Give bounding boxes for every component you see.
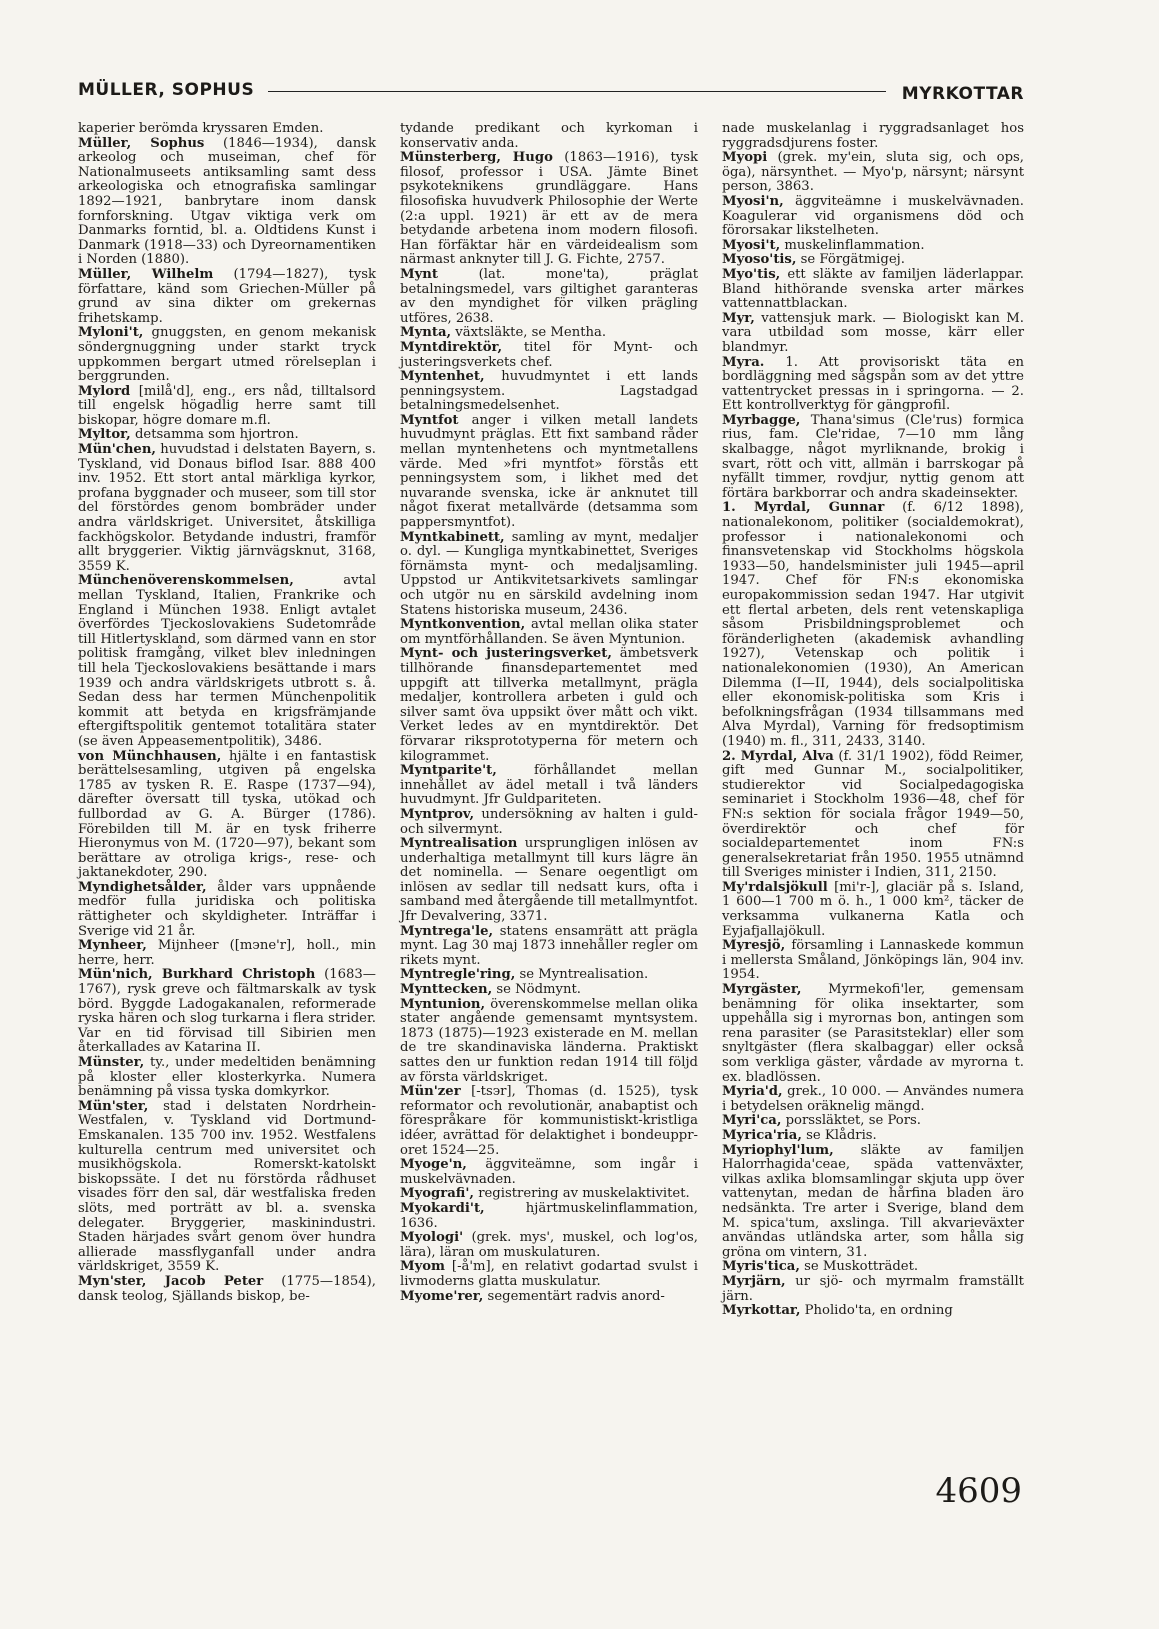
entry-headword: Myriophyl'lum, <box>722 1142 834 1158</box>
dictionary-entry <box>400 925 698 969</box>
entry-headword: Myntrealisation <box>400 836 518 852</box>
entry-text: huvudstad i delstaten Bayern, s. Tyskland, vid Donaus biflod Isar. 888 400 inv. 1952. Ett stort antal märkliga kyrkor, profana byggnader och museer, som till stor del förstördes genom bombräder under andra världskriget. Universitet, åtskilliga fackhögskolor. Betydande industri, framför allt bryggerier. Viktig järnvägsknut, 3168, 3559 K. <box>78 442 376 574</box>
entry-headword: Myresjö, <box>722 938 786 954</box>
dictionary-entry <box>400 531 698 619</box>
entry-text: muskelinflammation. <box>780 237 925 253</box>
entry-text: (1846—1934), dansk arkeolog och museiman, chef för Nationalmuseets antiksamling samt dess arkeologiska och etnografiska samlingar 1892—1921, banbrytare inom dansk fornforskning. Utgav viktiga verk om Danmarks forntid, bl. a. Oldtidens Kunst i Danmark (1918—33) och Dyreornamentiken i Norden (1880). <box>78 135 376 268</box>
entry-text: ämbetsverk tillhörande finansdepartementet med uppgift att tillverka metallmynt, prägla medaljer, kontrollera arbeten i guld och silver samt öva uppsikt över mått och vikt. Verket ledes av en myntdirektör. Det förvarar riksprototyperna för metern och kilogrammet. <box>400 646 698 764</box>
entry-headword: Myosi'n, <box>722 193 784 209</box>
entry-headword: Myndighetsålder, <box>78 879 207 895</box>
dictionary-entry <box>78 1056 376 1100</box>
entry-text: 1. Att provisoriskt täta en bordläggning med sågspån som av det yttre vattentrycket pressas in i springorna. — 2. Ett kontrollverktyg för gängprofil. <box>722 354 1024 414</box>
dictionary-entry <box>78 385 376 429</box>
dictionary-entry <box>722 312 1024 356</box>
entry-headword: Myoso'tis, <box>722 252 797 268</box>
entry-headword: Myo'tis, <box>722 266 781 282</box>
entry-text: vattensjuk mark. — Biologiskt kan M. vara utbildad som mosse, kärr eller blandmyr. <box>722 310 1024 355</box>
entry-text: (f. 6/12 1898), nationalekonom, politiker (socialdemokrat), professor i nationalekonomi och finansvetenskap vid Stockholms högskola 1933—50, handelsminister juli 1945—april 1947. Chef för FN:s ekonomiska europakommission sedan 1947. Har utgivit ett flertal arbeten, dels rent vetenskapliga såsom Prisbildningsproblemet och föränderligheten (akademisk avhandling 1927), Vetenskap och politik i nationalekonomien (1930), An American Dilemma (I—II, 1944), dels socialpolitiska eller ekonomisk-politiska som Kris i befolkningsfrågan (1934 tillsammans med Alva Myrdal), Varning för fredsoptimism (1940) m. fl., 311, 2433, 3140. <box>722 500 1024 749</box>
entry-text: ursprungligen inlösen av underhaltiga metallmynt till kurs lägre än det nominella. — Senare oegentligt om inlösen av sedlar till nedsatt kurs, ofta i samband med återgående till metallmyntfot. Jfr Devalvering, 3371. <box>400 836 698 925</box>
entry-text: tydande predikant och kyrkoman i konservativ anda. <box>400 121 698 151</box>
entry-headword: 2. Myrdal, Alva <box>722 748 834 764</box>
running-head-right: MYRKOTTAR <box>901 84 1024 104</box>
dictionary-entry <box>78 1100 376 1275</box>
dictionary-entry <box>400 1260 698 1289</box>
entry-text: grek., 10 000. — Användes numera i betydelsen oräknelig mängd. <box>722 1084 1024 1114</box>
entry-text: detsamma som hjortron. <box>130 427 299 443</box>
dictionary-entry <box>400 151 698 268</box>
entry-headword: Mynheer, <box>78 938 147 954</box>
entry-headword: Myntregle'ring, <box>400 967 516 983</box>
dictionary-entry <box>722 1275 1024 1304</box>
entry-headword: Myokardi't, <box>400 1200 485 1216</box>
entry-text: överenskommelse mellan olika stater angående gemensamt myntsystem. 1873 (1875)—1923 existerade en M. mellan de tre skandinaviska länderna. Praktiskt sattes den ur funktion redan 1914 till följd av första världskriget. <box>400 996 698 1085</box>
dictionary-entry <box>78 881 376 939</box>
entry-text: (f. 31/1 1902), född Reimer, gift med Gunnar M., socialpolitiker, studierektor vid Socialpedagogiska seminariet i Stockholm 1936—48, chef för FN:s sektion för sociala frågor 1949—50, överdirektör och chef för socialdepartementet inom FN:s generalsekretariat från 1950. 1955 utnämnd till Sveriges minister i Indien, 311, 2150. <box>722 748 1024 881</box>
entry-headword: Münsterberg, Hugo <box>400 150 553 166</box>
entry-text: växtsläkte, se Mentha. <box>451 325 607 341</box>
entry-headword: Myoge'n, <box>400 1157 467 1173</box>
entry-headword: Myltor, <box>78 427 131 443</box>
entry-text: [-tsэr], Thomas (d. 1525), tysk reformator och revolutionär, anabaptist och förespråkare för kommunistiskt-kristliga idéer, avrättad för delaktighet i bondeupproret 1524—25. <box>400 1084 698 1158</box>
entry-headword: 1. Myrdal, Gunnar <box>722 500 885 516</box>
dictionary-entry <box>400 1187 698 1202</box>
entry-text: registrering av muskelaktivitet. <box>474 1186 690 1202</box>
dictionary-entry <box>400 837 698 925</box>
dictionary-entry <box>78 443 376 574</box>
entry-headword: Myntdirektör, <box>400 339 503 355</box>
dictionary-entry <box>78 326 376 384</box>
entry-text: (1775—1854), dansk teolog, Själlands biskop, be- <box>78 1273 376 1304</box>
dictionary-entry <box>400 370 698 414</box>
entry-text: titel för Mynt- och justeringsverkets chef. <box>400 339 698 370</box>
dictionary-entry <box>722 1114 1024 1129</box>
entry-headword: Myrgäster, <box>722 982 802 998</box>
entry-headword: Müller, Sophus <box>78 135 205 151</box>
dictionary-entry <box>400 414 698 531</box>
dictionary-entry <box>400 808 698 837</box>
entry-headword: Mynt <box>400 266 438 282</box>
entry-text: (1794—1827), tysk författare, känd som Griechen-Müller på grund av sina dikter om grekernas frihetskamp. <box>78 266 376 326</box>
entry-headword: Müller, Wilhelm <box>78 266 214 282</box>
entry-headword: Myntprov, <box>400 806 475 822</box>
entry-headword: Myrbagge, <box>722 412 801 428</box>
entry-text: avtal mellan olika stater om myntförhållanden. Se även Myntunion. <box>400 617 698 647</box>
entry-text: segementärt radvis anord- <box>483 1288 665 1304</box>
dictionary-entry <box>722 253 1024 268</box>
entry-text: Thana'simus (Cle'rus) formica rius, fam. Cle'ridae, 7—10 mm lång skalbagge, något myrliknande, brokig i svart, rött och vitt, allmän i barrskogar på nyfällt timmer, rovdjur, nyttig genom att förtära barkborrar och andra skadeinsekter. <box>722 412 1024 501</box>
entry-text: se Nödmynt. <box>492 982 581 998</box>
entry-headword: Myr, <box>722 310 755 326</box>
entry-text: huvudmyntet i ett lands penningsystem. Lagstadgad betalningsmedelsenhet. <box>400 369 698 414</box>
entry-headword: Myloni't, <box>78 325 144 341</box>
entry-headword: Myom <box>400 1259 446 1275</box>
entry-headword: Myra. <box>722 354 765 370</box>
entry-text: Pholido'ta, en ordning <box>800 1303 953 1319</box>
entry-headword: Myntenhet, <box>400 369 485 385</box>
entry-text: (1683—1767), rysk greve och fältmarskalk av tysk börd. Byggde Ladogakanalen, reformerade ryska hären och slog turkarna i flera strider. Var en tid förvisad till Sibirien men återkallades av Katarina II. <box>78 967 376 1056</box>
entry-text: porssläktet, se Pors. <box>781 1113 921 1129</box>
entry-text: ålder vars uppnående medför fulla juridiska och politiska rättigheter och skyldigheter. Inträffar i Sverige vid 21 år. <box>78 879 376 939</box>
entry-text: släkte av familjen Halorrhagida'ceae, späda vattenväxter, vilkas axlika blomsamlingar skjuta upp över vattenytan, medan de hårfina bladen äro nedsänkta. Tre arter i Sverige, bland dem M. spica'tum, axslinga. Till akvarieväxter användas utländska arter, som hålla sig gröna om vintern, 31. <box>722 1142 1024 1260</box>
entry-headword: Mün'nich, Burkhard Christoph <box>78 967 316 983</box>
entry-text: avtal mellan Tyskland, Italien, Frankrike och England i München 1938. Enligt avtalet överfördes Tjeckoslovakiens Sudetområde till Hitlertyskland, som därmed vann en stor politisk framgång, vilket blev inledningen till hela Tjeckoslovakiens besättande i mars 1939 och andra världskrigets utbrott s. å. Sedan dess har termen Münchenpolitik kommit att betyda en krigsfrämjande eftergiftspolitik gentemot totalitära stater (se även Appeasementpolitik), 3486. <box>78 573 376 749</box>
entry-headword: Myrjärn, <box>722 1273 786 1289</box>
entry-text: Mijnheer ([mэne'r], holl., min herre, herr. <box>78 938 376 968</box>
column-2 <box>400 122 698 1304</box>
dictionary-entry <box>400 326 698 341</box>
entry-headword: Mylord <box>78 383 131 399</box>
dictionary-entry <box>78 268 376 326</box>
dictionary-entry <box>722 1129 1024 1144</box>
entry-text: kaperier berömda kryssaren Emden. <box>78 121 324 136</box>
column-1 <box>78 122 376 1304</box>
entry-headword: Myntkonvention, <box>400 617 526 633</box>
dictionary-entry <box>78 939 376 968</box>
entry-headword: Myologi' <box>400 1230 464 1246</box>
entry-headword: Myri'ca, <box>722 1113 782 1129</box>
entry-headword: Mün'chen, <box>78 442 156 458</box>
entry-headword: Mynttecken, <box>400 982 493 998</box>
entry-headword: Münchenöverenskommelsen, <box>78 573 294 589</box>
dictionary-entry <box>722 1144 1024 1261</box>
dictionary-entry <box>78 1275 376 1304</box>
entry-headword: Mynta, <box>400 325 452 341</box>
dictionary-entry <box>722 268 1024 312</box>
entry-headword: Myntrega'le, <box>400 923 494 939</box>
entry-text: hjärtmuskelinflammation, 1636. <box>400 1200 698 1231</box>
entry-headword: Myrkottar, <box>722 1303 801 1319</box>
entry-headword: Myografi', <box>400 1186 474 1202</box>
entry-text: äggviteämne i muskelvävnaden. Koagulerar vid organismens död och förorsakar likstelheten. <box>722 193 1024 239</box>
entry-headword: My'rdalsjökull <box>722 879 828 895</box>
entry-headword: Mün'zer <box>400 1084 461 1100</box>
entry-text: förhållandet mellan innehållet av ädel metall i två länders huvudmynt. Jfr Guldpariteten. <box>400 763 698 808</box>
dictionary-entry <box>400 268 698 326</box>
dictionary-entry <box>78 750 376 881</box>
dictionary-entry <box>78 968 376 1056</box>
dictionary-entry <box>400 341 698 370</box>
entry-text: gnuggsten, en genom mekanisk söndergnuggning under starkt tryck uppkommen bergart utmed rörelseplan i berggrunden. <box>78 325 376 385</box>
entry-text: (grek. my'ein, sluta sig, och ops, öga), närsynthet. — Myo'p, närsynt; närsynt person, 3863. <box>722 150 1024 195</box>
entry-text: se Myntrealisation. <box>515 967 649 983</box>
entry-headword: Myopi <box>722 150 768 166</box>
entry-text: se Förgätmigej. <box>796 252 905 268</box>
dictionary-entry <box>400 1158 698 1187</box>
entry-text: Myrmekofi'ler, gemensam benämning för olika insektarter, som uppehålla sig i myrornas bon, antingen som rena parasiter (se Parasitsteklar) eller som snyltgäster (flera skalbaggar) eller också som verkliga gäster, vårdade av myrorna t. ex. bladlössen. <box>722 982 1024 1085</box>
dictionary-entry <box>400 998 698 1086</box>
dictionary-entry <box>78 137 376 268</box>
entry-text: församling i Lannaskede kommun i mellersta Småland, Jönköpings län, 904 inv. 1954. <box>722 938 1024 983</box>
entry-headword: Myris'tica, <box>722 1259 800 1275</box>
entry-text: [mi'r-], glaciär på s. Island, 1 600—1 700 m ö. h., 1 000 km², täcker de verksamma vulkanerna Katla och Eyjafjallajökull. <box>722 879 1024 939</box>
dictionary-entry <box>78 122 376 137</box>
entry-text: (grek. mys', muskel, och log'os, lära), läran om muskulaturen. <box>400 1230 698 1260</box>
dictionary-entry <box>722 122 1024 151</box>
entry-text: se Muskotträdet. <box>799 1259 919 1275</box>
entry-text: hjälte i en fantastisk berättelsesamling, utgiven på engelska 1785 av tysken R. E. Raspe (1737—94), därefter översatt till tyska, utökad och fullbordad av G. A. Bürger (1786). Förebilden till M. är en tysk friherre Hieronymus von M. (1720—97), bekant som berättare av otroliga krigs-, rese- och jaktanekdoter, 290. <box>78 748 376 881</box>
dictionary-entry <box>400 968 698 983</box>
dictionary-entry <box>722 750 1024 881</box>
dictionary-entry <box>78 574 376 749</box>
dictionary-entry <box>722 356 1024 414</box>
dictionary-entry <box>78 428 376 443</box>
entry-text: [-å'm], en relativt godartad svulst i livmoderns glatta muskulatur. <box>400 1259 698 1289</box>
entry-headword: Myntfot <box>400 412 459 428</box>
entry-text: nade muskelanlag i ryggradsanlaget hos ryggradsdjurens foster. <box>722 121 1024 151</box>
entry-text: undersökning av halten i guld- och silvermynt. <box>400 806 698 837</box>
dictionary-entry <box>722 239 1024 254</box>
entry-headword: Myn'ster, Jacob Peter <box>78 1273 264 1289</box>
entry-text: samling av mynt, medaljer o. dyl. — Kungliga myntkabinettet, Sveriges förnämsta mynt- och medaljsamling. Uppstod ur Antikvitetsarkivets samlingar och utgör nu en särskild avdelning inom Statens historiska museum, 2436. <box>400 529 698 618</box>
dictionary-entry <box>400 983 698 998</box>
entry-text: stad i delstaten Nordrhein-Westfalen, v. Tyskland vid Dortmund-Emskanalen. 135 700 inv. 1952. Westfalens kulturella centrum med universitet och musikhögskola. Romerskt-katolskt biskopssäte. I det nu förstörda rådhuset visades förr den sal, där westfaliska freden slöts, med porträtt av bl. a. svenska delegater. Bryggerier, maskinindustri. Staden härjades svårt genom över hundra allierade massflyganfall under andra världskriget, 3559 K. <box>78 1098 376 1275</box>
dictionary-entry <box>400 764 698 808</box>
dictionary-entry <box>400 618 698 647</box>
dictionary-entry <box>400 122 698 151</box>
dictionary-entry <box>722 1304 1024 1319</box>
entry-headword: Myntparite't, <box>400 763 497 779</box>
entry-headword: Mynt- och justeringsverket, <box>400 646 612 662</box>
entry-text: anger i vilken metall landets huvudmynt präglas. Ett fixt samband råder mellan myntenhetens och myntmetallens värde. Med »fri myntfot» förstås ett penningsystem som, i likhet med det nuvarande svenska, icke är anknutet till något fixerat metallvärde (detsamma som pappersmyntfot). <box>400 412 698 531</box>
column-3 <box>722 122 1024 1319</box>
entry-headword: von Münchhausen, <box>78 748 222 764</box>
page-number: 4609 <box>935 1471 1022 1511</box>
dictionary-entry <box>400 1231 698 1260</box>
dictionary-entry <box>722 151 1024 195</box>
dictionary-entry <box>722 195 1024 239</box>
dictionary-entry <box>400 1202 698 1231</box>
dictionary-entry <box>400 1085 698 1158</box>
entry-headword: Myntunion, <box>400 996 486 1012</box>
entry-text: ur sjö- och myrmalm framställt järn. <box>722 1273 1024 1304</box>
running-head-left: MÜLLER, SOPHUS <box>78 80 255 100</box>
entry-headword: Myome'rer, <box>400 1288 484 1304</box>
entry-text: se Klådris. <box>801 1127 877 1143</box>
entry-headword: Myntkabinett, <box>400 529 505 545</box>
dictionary-entry <box>722 939 1024 983</box>
dictionary-entry <box>400 647 698 764</box>
dictionary-entry <box>722 881 1024 939</box>
entry-text: [milå'd], eng., ers nåd, tilltalsord till engelsk högadlig herre samt till biskopar, högre domare m.fl. <box>78 383 376 428</box>
dictionary-entry <box>722 983 1024 1085</box>
header-rule <box>268 91 886 92</box>
entry-text: ty., under medeltiden benämning på kloster eller klosterkyrka. Numera benämning på vissa tyska domkyrkor. <box>78 1055 376 1100</box>
entry-text: (lat. mone'ta), präglat betalningsmedel, vars giltighet garanteras av den myndighet för vilken prägling utföres, 2638. <box>400 266 698 326</box>
dictionary-entry <box>722 1085 1024 1114</box>
entry-headword: Myrica'ria, <box>722 1127 802 1143</box>
entry-headword: Mün'ster, <box>78 1098 149 1114</box>
dictionary-entry <box>400 1290 698 1305</box>
dictionary-entry <box>722 1260 1024 1275</box>
dictionary-entry <box>722 414 1024 502</box>
entry-headword: Myosi't, <box>722 237 781 253</box>
entry-headword: Myria'd, <box>722 1084 783 1100</box>
entry-text: (1863—1916), tysk filosof, professor i USA. Jämte Binet psykoteknikens grundläggare. Hans filosofiska huvudverk Philosophie der Werte (2:a uppl. 1921) är ett av de mera betydande arbetena inom modern filosofi. Han förfäktar här en värdeidealism som närmast anknyter till J. G. Fichte, 2757. <box>400 150 698 268</box>
entry-text: statens ensamrätt att prägla mynt. Lag 30 maj 1873 innehåller regler om rikets mynt. <box>400 923 698 968</box>
entry-headword: Münster, <box>78 1055 145 1070</box>
dictionary-entry <box>722 501 1024 749</box>
entry-text: äggviteämne, som ingår i muskelvävnaden. <box>400 1157 698 1187</box>
entry-text: ett släkte av familjen läderlappar. Bland hithörande svenska arter märkes vattennattblackan. <box>722 266 1024 312</box>
